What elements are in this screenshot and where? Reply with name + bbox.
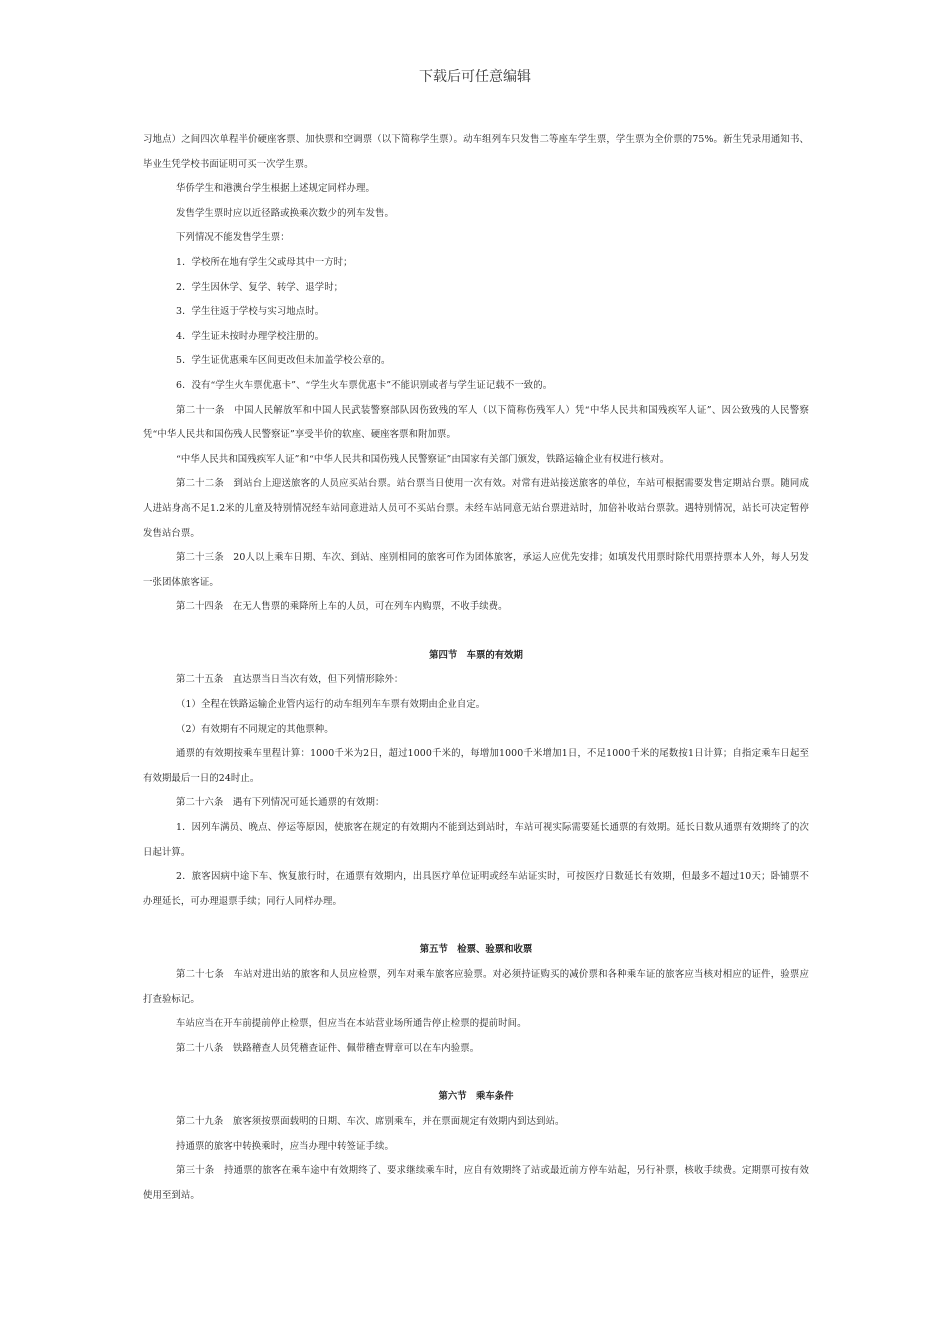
paragraph: 2．旅客因病中途下车、恢复旅行时，在通票有效期内，出具医疗单位证明或经车站证实时，可按医疗日数延长有效期，但最多不超过10天；卧铺票不办理延长，可办理退票手续；同行人同样办理。 [143, 871, 809, 907]
paragraph: 第二十二条 到站台上迎送旅客的人员应买站台票。站台票当日使用一次有效。对常有进站接送旅客的单位，车站可根据需要发售定期站台票。随同成人进站身高不足1.2米的儿童及特别情况经车站同意进站人员可不买站台票。未经车站同意无站台票进站时，加倍补收站台票款。遇特别情况，站长可决定暂停发售站台票。 [143, 478, 809, 539]
paragraph: 第二十五条 直达票当日当次有效，但下列情形除外： [176, 674, 404, 686]
paragraph: 车站应当在开车前提前停止检票，但应当在本站营业场所通告停止检票的提前时间。 [176, 1018, 527, 1030]
paragraph: 4．学生证未按时办理学校注册的。 [176, 330, 325, 342]
section-gap [143, 914, 809, 938]
section-heading: 第四节 车票的有效期 [429, 649, 523, 661]
section-heading: 第五节 检票、验票和收票 [419, 944, 533, 956]
paragraph: 2．学生因休学、复学、转学、退学时； [176, 281, 344, 293]
paragraph: 第二十一条 中国人民解放军和中国人民武装警察部队因伤致残的军人（以下简称伤残军人）凭“中华人民共和国残疾军人证”、因公致残的人民警察凭“中华人民共和国伤残人民警察证”享受半价的软座、硬座客票和附加票。 [143, 404, 809, 441]
paragraph: 6．没有“学生火车票优惠卡”、“学生火车票优惠卡”不能识别或者与学生证记载不一致的。 [176, 379, 553, 391]
paragraph: 华侨学生和港澳台学生根据上述规定同样办理。 [176, 183, 375, 195]
section-gap [143, 1061, 809, 1085]
paragraph: 5．学生证优惠乘车区间更改但未加盖学校公章的。 [176, 355, 391, 367]
paragraph: 第二十六条 遇有下列情况可延长通票的有效期： [176, 797, 385, 809]
paragraph: 发售学生票时应以近径路或换乘次数少的列车发售。 [176, 207, 394, 219]
paragraph: 下列情况不能发售学生票： [176, 232, 290, 244]
paragraph: 第二十三条 20人以上乘车日期、车次、到站、座别相同的旅客可作为团体旅客，承运人应优先安排；如填发代用票时除代用票持票本人外，每人另发一张团体旅客证。 [143, 552, 809, 588]
paragraph: 第二十九条 旅客须按票面载明的日期、车次、席别乘车，并在票面规定有效期内到达到站。 [176, 1115, 565, 1127]
document-body [143, 128, 809, 1208]
paragraph: （2）有效期有不同规定的其他票种。 [176, 723, 334, 735]
section-heading: 第六节 乘车条件 [438, 1091, 514, 1103]
paragraph: 1．因列车满员、晚点、停运等原因，使旅客在规定的有效期内不能到达到站时，车站可视实际需要延长通票的有效期。延长日数从通票有效期终了的次日起计算。 [143, 822, 809, 858]
paragraph: 通票的有效期按乘车里程计算：1000千米为2日，超过1000千米的，每增加1000千米增加1日，不足1000千米的尾数按1日计算；自指定乘车日起至有效期最后一日的24时止。 [143, 748, 809, 784]
paragraph: 第二十四条 在无人售票的乘降所上车的人员，可在列车内购票，不收手续费。 [176, 601, 508, 613]
paragraph: 第二十七条 车站对进出站的旅客和人员应检票，列车对乘车旅客应验票。对必须持证购买的减价票和各种乘车证的旅客应当核对相应的证件，验票应打查验标记。 [143, 969, 809, 1005]
page-header: 下载后可任意编辑 [419, 69, 531, 85]
paragraph: “中华人民共和国残疾军人证”和“中华人民共和国伤残人民警察证”由国家有关部门颁发，铁路运输企业有权进行核对。 [176, 453, 670, 465]
section-gap [143, 620, 809, 644]
paragraph: 习地点）之间四次单程半价硬座客票、加快票和空调票（以下简称学生票）。动车组列车只发售二等座车学生票，学生票为全价票的75%。新生凭录用通知书、毕业生凭学校书面证明可买一次学生票。 [143, 134, 809, 170]
paragraph: （1）全程在铁路运输企业管内运行的动车组列车车票有效期由企业自定。 [176, 699, 486, 711]
paragraph: 第三十条 持通票的旅客在乘车途中有效期终了、要求继续乘车时，应自有效期终了站或最近前方停车站起，另行补票，核收手续费。定期票可按有效使用至到站。 [143, 1165, 809, 1201]
paragraph: 1．学校所在地有学生父或母其中一方时； [176, 256, 353, 268]
paragraph: 持通票的旅客中转换乘时，应当办理中转签证手续。 [176, 1140, 394, 1152]
paragraph: 3．学生往返于学校与实习地点时。 [176, 306, 325, 318]
paragraph: 第二十八条 铁路稽查人员凭稽查证件、佩带稽查臂章可以在车内验票。 [176, 1042, 480, 1054]
